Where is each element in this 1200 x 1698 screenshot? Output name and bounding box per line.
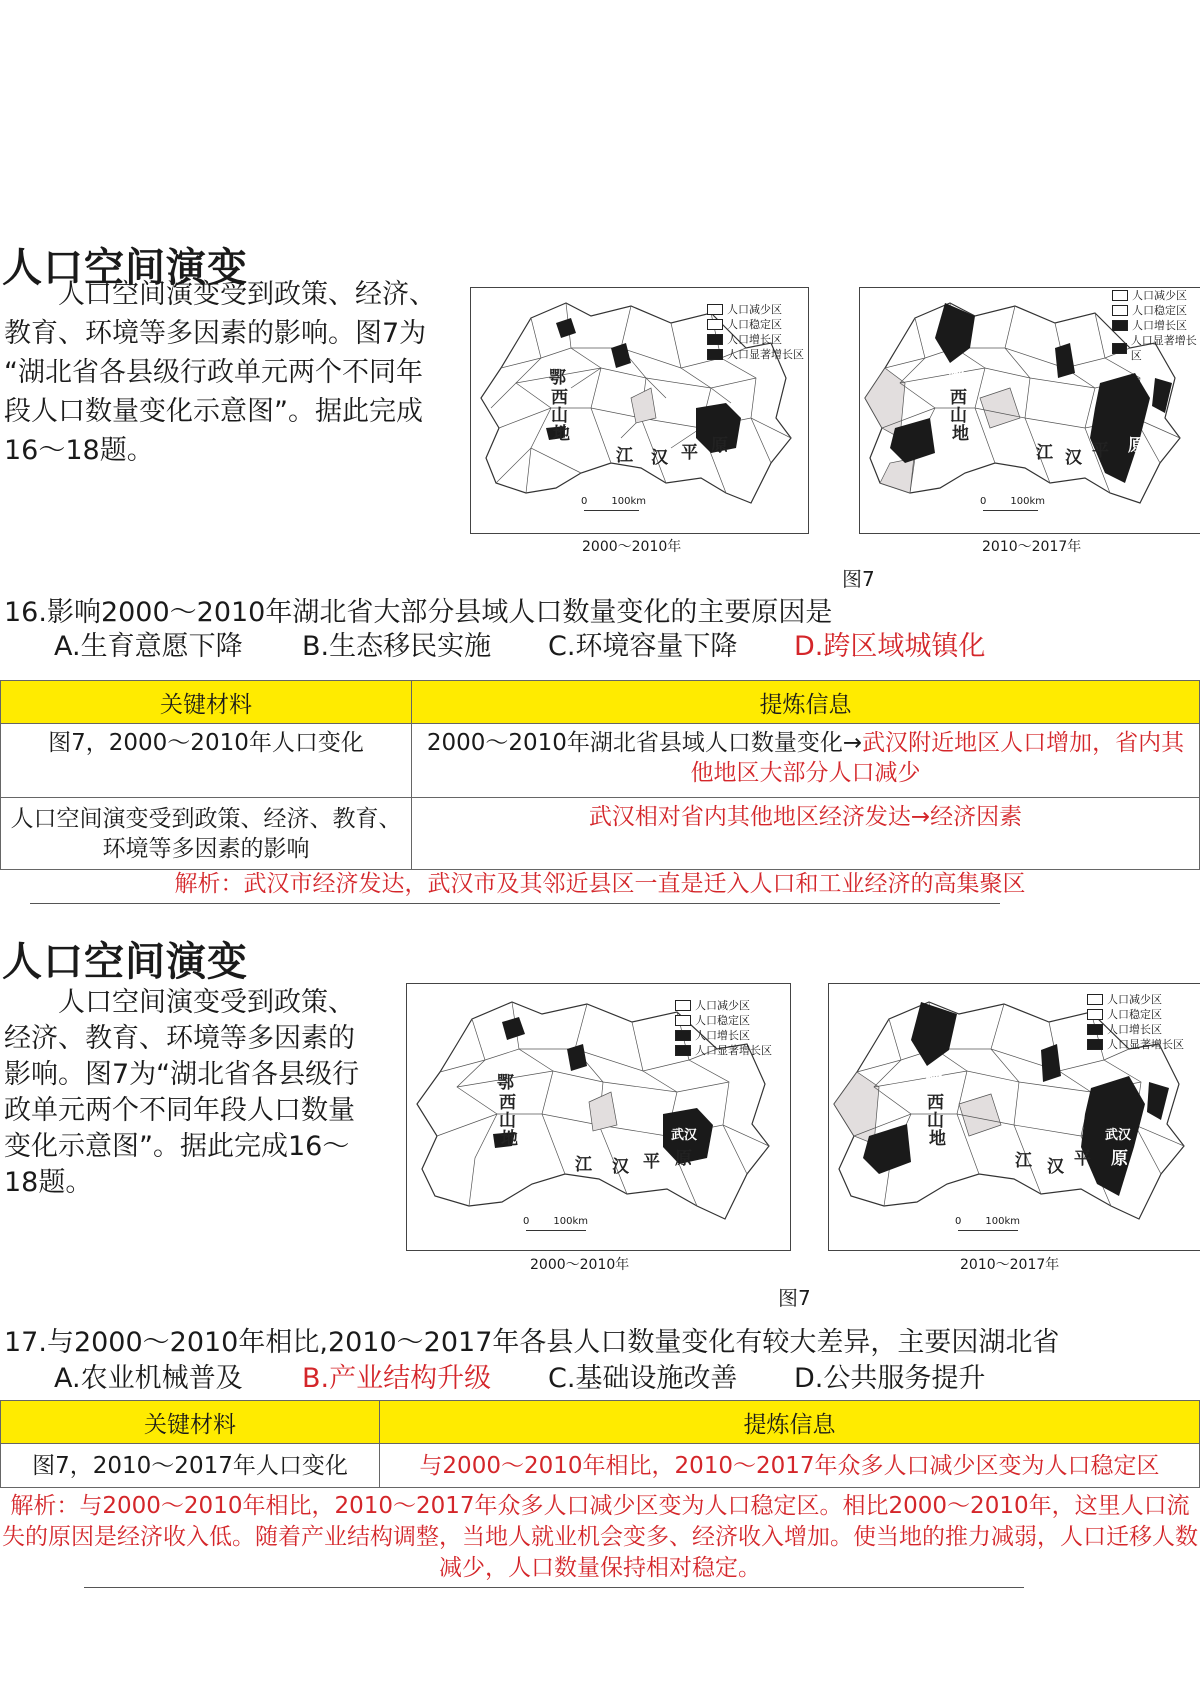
legend-label: 人口增长区 bbox=[727, 333, 782, 346]
map-label: 鄂 bbox=[549, 368, 566, 388]
legend-swatch-significant-growth bbox=[1112, 343, 1127, 354]
legend-label: 人口增长区 bbox=[695, 1029, 750, 1042]
map-label: 西 bbox=[499, 1093, 516, 1113]
legend-label: 人口显著增长区 bbox=[695, 1044, 772, 1057]
map-label: 山 bbox=[499, 1111, 516, 1131]
table-cell-info bbox=[412, 798, 1200, 870]
section1-intro bbox=[4, 275, 464, 470]
scale-dist: 100km bbox=[985, 1216, 1020, 1227]
table-header: 提炼信息 bbox=[412, 681, 1200, 724]
scale-bar bbox=[958, 1230, 1018, 1231]
legend-label: 人口稳定区 bbox=[1107, 1008, 1162, 1021]
legend-swatch-decrease bbox=[707, 304, 723, 315]
intro-line: 段人口数量变化示意图”。据此完成 bbox=[4, 396, 423, 427]
table-row bbox=[1, 1444, 1200, 1488]
map-legend bbox=[1112, 288, 1200, 363]
cell-text: 图7，2000～2010年人口变化 bbox=[48, 730, 364, 756]
legend-label: 人口减少区 bbox=[695, 999, 750, 1012]
map-label: 鄂 bbox=[497, 1073, 514, 1093]
table-row bbox=[1, 724, 1200, 798]
legend-label: 人口减少区 bbox=[727, 303, 782, 316]
legend-swatch-stable bbox=[1112, 305, 1128, 316]
cell-text-red: 武汉相对省内其他地区经济发达→经济因素 bbox=[588, 804, 1023, 830]
scale-dist: 100km bbox=[1010, 496, 1045, 507]
map-label: 江 bbox=[616, 446, 633, 466]
divider bbox=[30, 903, 1000, 904]
legend-swatch-significant-growth bbox=[1087, 1039, 1103, 1050]
intro-line: 经济、教育、环境等多因素的 bbox=[4, 1023, 355, 1054]
table-header: 关键材料 bbox=[1, 1401, 380, 1444]
map-label: 山 bbox=[927, 1111, 944, 1131]
key-table-16 bbox=[0, 680, 1200, 870]
map-label: 地 bbox=[929, 1129, 946, 1149]
map-caption: 2000～2010年 bbox=[530, 1257, 630, 1273]
legend-swatch-decrease bbox=[1112, 290, 1128, 301]
cell-text-red: 与2000～2010年相比，2010～2017年众多人口减少区变为人口稳定区 bbox=[419, 1452, 1160, 1479]
scale-dist: 100km bbox=[553, 1216, 588, 1227]
map-legend bbox=[707, 302, 804, 362]
legend-label: 人口稳定区 bbox=[727, 318, 782, 331]
figure-label: 图7 bbox=[778, 1286, 811, 1310]
legend-label: 人口显著增长区 bbox=[1130, 334, 1197, 362]
table-row bbox=[1, 798, 1200, 870]
intro-line: “湖北省各县级行政单元两个不同年 bbox=[4, 357, 423, 388]
map-label: 原 bbox=[675, 1149, 692, 1169]
scale-zero: 0 bbox=[980, 496, 987, 507]
scale-zero: 0 bbox=[581, 496, 588, 507]
section1-title: 人口空间演变 bbox=[2, 245, 248, 291]
cell-text-red: 武汉附近地区人口增加，省内其他地区大部分人口减少 bbox=[690, 730, 1185, 786]
intro-line: 教育、环境等多因素的影响。图7为 bbox=[4, 318, 427, 349]
map-label: 平 bbox=[1092, 441, 1109, 461]
option-answer: D.跨区域城镇化 bbox=[794, 631, 986, 662]
legend-swatch-stable bbox=[707, 319, 723, 330]
map-label: 武汉 bbox=[1105, 1128, 1132, 1143]
map-label: 原 bbox=[1111, 1149, 1128, 1169]
legend-label: 人口显著增长区 bbox=[727, 348, 804, 361]
table-header: 关键材料 bbox=[1, 681, 412, 724]
divider bbox=[84, 1587, 1024, 1588]
legend-swatch-stable bbox=[675, 1015, 691, 1026]
table-header: 提炼信息 bbox=[380, 1401, 1200, 1444]
map-label: 地 bbox=[952, 424, 969, 444]
map-scale bbox=[523, 1216, 588, 1227]
legend-label: 人口减少区 bbox=[1132, 289, 1187, 302]
legend-swatch-growth bbox=[1112, 320, 1128, 331]
option: C.基础设施改善 bbox=[548, 1363, 738, 1394]
map-label: 原 bbox=[711, 436, 728, 456]
table-cell-material bbox=[1, 1444, 380, 1488]
legend-label: 人口增长区 bbox=[1132, 319, 1187, 332]
section2-title: 人口空间演变 bbox=[2, 939, 248, 985]
legend-swatch-stable bbox=[1087, 1009, 1103, 1020]
scale-zero: 0 bbox=[955, 1216, 962, 1227]
map-label: 江 bbox=[1036, 443, 1053, 463]
legend-label: 人口减少区 bbox=[1107, 993, 1162, 1006]
intro-line: 18题。 bbox=[4, 1167, 93, 1198]
scale-dist: 100km bbox=[611, 496, 646, 507]
map-label: 武汉 bbox=[671, 1128, 698, 1143]
intro-line: 变化示意图”。据此完成16～ bbox=[4, 1131, 350, 1162]
map-label: 汉 bbox=[1047, 1157, 1064, 1177]
map-scale bbox=[955, 1216, 1020, 1227]
map-label: 汉 bbox=[651, 448, 668, 468]
scale-zero: 0 bbox=[523, 1216, 530, 1227]
map-label: 西 bbox=[950, 388, 967, 408]
table-cell-info bbox=[380, 1444, 1200, 1488]
analysis-17: 解析：与2000～2010年相比，2010～2017年众多人口减少区变为人口稳定区。相比2000～2010年，这里人口流失的原因是经济收入低。随着产业结构调整，当地人就业机会变多、经济收入增加。使当地的推力减弱，人口迁移人数减少，人口数量保持相对稳定。 bbox=[2, 1493, 1198, 1581]
map-label: 西 bbox=[927, 1093, 944, 1113]
legend-swatch-growth bbox=[1087, 1024, 1103, 1035]
intro-line: 人口空间演变受到政策、 bbox=[58, 987, 355, 1018]
scale-bar bbox=[584, 510, 639, 511]
table-cell-material bbox=[1, 724, 412, 798]
map-label: 江 bbox=[1015, 1151, 1032, 1171]
intro-line: 16～18题。 bbox=[4, 435, 154, 466]
legend-swatch-decrease bbox=[1087, 994, 1103, 1005]
key-table-17 bbox=[0, 1400, 1200, 1488]
option: B.生态移民实施 bbox=[302, 631, 492, 662]
map-caption: 2010～2017年 bbox=[982, 539, 1082, 555]
map-label: 江 bbox=[575, 1155, 592, 1175]
option: D.公共服务提升 bbox=[794, 1363, 986, 1394]
map-label: 原 bbox=[1128, 436, 1145, 456]
option-answer: B.产业结构升级 bbox=[302, 1363, 492, 1394]
map-label: 西 bbox=[551, 388, 568, 408]
legend-label: 人口显著增长区 bbox=[1107, 1038, 1184, 1051]
option: A.农业机械普及 bbox=[54, 1363, 243, 1394]
cell-text: 2000～2010年湖北省县域人口数量变化→ bbox=[426, 730, 863, 756]
map-legend bbox=[675, 998, 772, 1058]
map-scale bbox=[581, 496, 646, 507]
legend-swatch-significant-growth bbox=[675, 1045, 691, 1056]
table-cell-info bbox=[412, 724, 1200, 798]
cell-text: 图7，2010～2017年人口变化 bbox=[32, 1452, 348, 1479]
map-label: 山 bbox=[950, 406, 967, 426]
legend-label: 人口增长区 bbox=[1107, 1023, 1162, 1036]
intro-line: 影响。图7为“湖北省各县级行 bbox=[4, 1059, 360, 1090]
figure-label: 图7 bbox=[842, 567, 875, 591]
map-label: 汉 bbox=[1065, 448, 1082, 468]
map-label: 鄂 bbox=[948, 368, 965, 388]
map-2010-2017 bbox=[859, 287, 1200, 534]
legend-swatch-decrease bbox=[675, 1000, 691, 1011]
map-label: 平 bbox=[643, 1152, 660, 1172]
option: A.生育意愿下降 bbox=[54, 631, 243, 662]
intro-line: 人口空间演变受到政策、经济、 bbox=[58, 279, 436, 310]
scale-bar bbox=[983, 510, 1038, 511]
legend-swatch-significant-growth bbox=[707, 349, 723, 360]
map-label: 平 bbox=[1074, 1149, 1091, 1169]
cell-text: 人口空间演变受到政策、经济、教育、环境等多因素的影响 bbox=[10, 805, 402, 862]
legend-label: 人口稳定区 bbox=[695, 1014, 750, 1027]
map-label: 地 bbox=[553, 424, 570, 444]
question-16: 16.影响2000～2010年湖北省大部分县域人口数量变化的主要原因是 bbox=[4, 597, 833, 628]
legend-swatch-growth bbox=[675, 1030, 691, 1041]
scale-bar bbox=[526, 1230, 586, 1231]
map-caption: 2010～2017年 bbox=[960, 1257, 1060, 1273]
table-cell-material bbox=[1, 798, 412, 870]
question-17: 17.与2000～2010年相比,2010～2017年各县人口数量变化有较大差异，主要因湖北省 bbox=[4, 1327, 1060, 1358]
intro-line: 政单元两个不同年段人口数量 bbox=[4, 1095, 355, 1126]
map-2010-2017 bbox=[828, 983, 1200, 1251]
legend-swatch-growth bbox=[707, 334, 723, 345]
analysis-16: 解析：武汉市经济发达，武汉市及其邻近县区一直是迁入人口和工业经济的高集聚区 bbox=[174, 871, 1026, 897]
map-label: 平 bbox=[681, 443, 698, 463]
map-2000-2010 bbox=[470, 287, 809, 534]
option: C.环境容量下降 bbox=[548, 631, 738, 662]
map-scale bbox=[980, 496, 1045, 507]
map-label: 鄂 bbox=[925, 1073, 942, 1093]
map-label: 汉 bbox=[612, 1157, 629, 1177]
map-label: 地 bbox=[501, 1129, 518, 1149]
map-2000-2010 bbox=[406, 983, 791, 1251]
map-caption: 2000～2010年 bbox=[582, 539, 682, 555]
legend-label: 人口稳定区 bbox=[1132, 304, 1187, 317]
section2-intro bbox=[4, 985, 404, 1201]
map-label: 山 bbox=[551, 406, 568, 426]
map-legend bbox=[1087, 992, 1184, 1052]
